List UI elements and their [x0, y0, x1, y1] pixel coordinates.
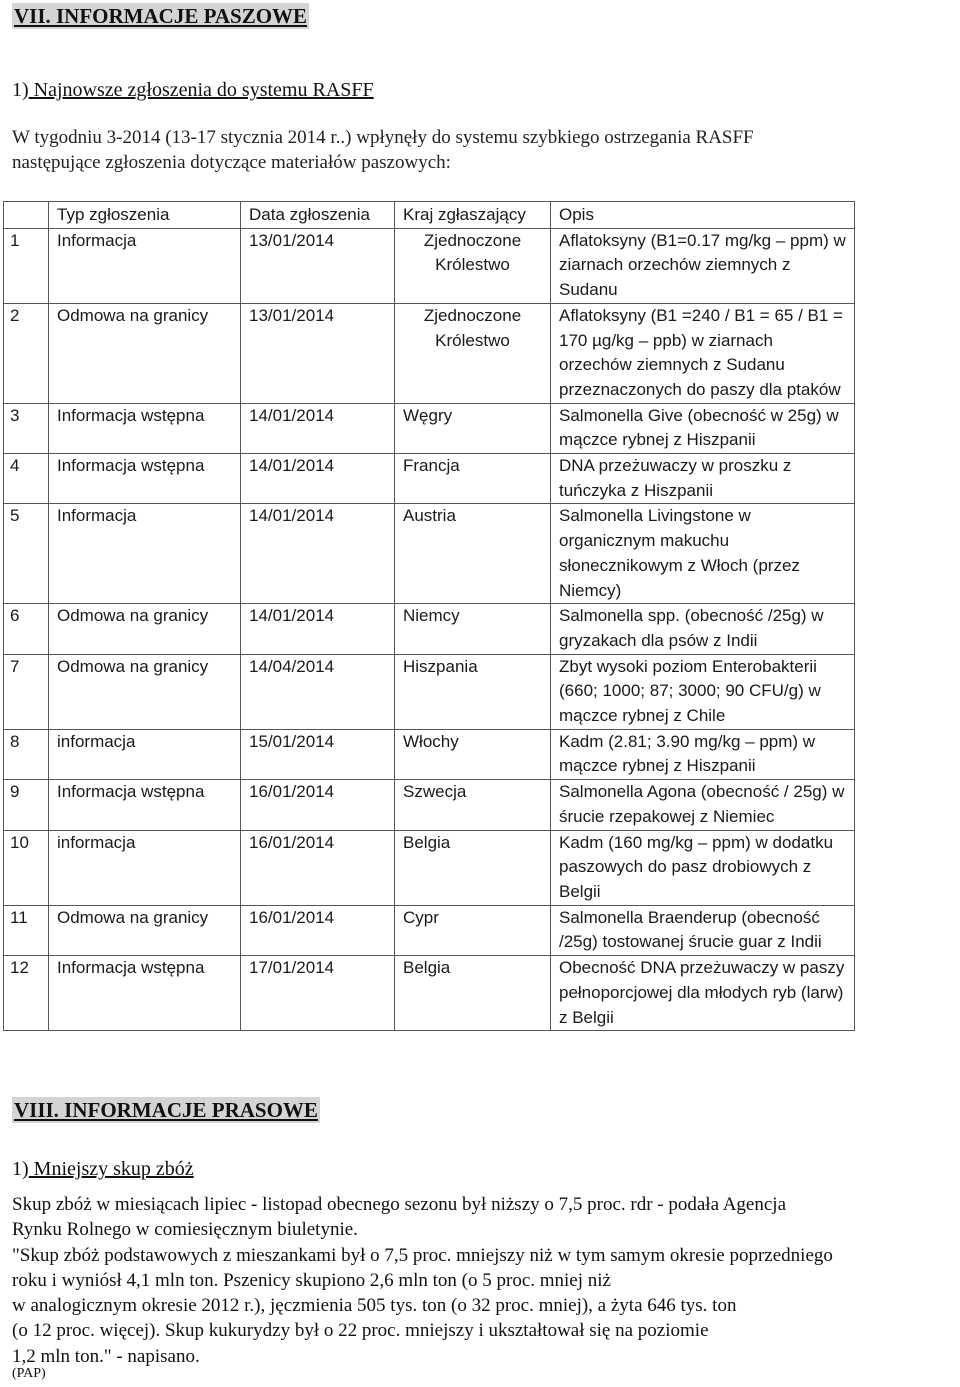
cell-date: 16/01/2014	[241, 780, 395, 830]
cell-country: Belgia	[395, 956, 551, 1031]
intro-line: następujące zgłoszenia dotyczące materiałów paszowych:	[12, 152, 451, 173]
cell-type: Informacja wstępna	[49, 956, 241, 1031]
subheading-skup-zboz: 1) Mniejszy skup zbóż	[12, 1158, 194, 1180]
cell-date: 15/01/2014	[241, 729, 395, 779]
cell-type: Odmowa na granicy	[49, 604, 241, 654]
cell-country: Węgry	[395, 403, 551, 453]
press-line: roku i wyniósł 4,1 mln ton. Pszenicy skupiono 2,6 mln ton (o 5 proc. mniej niż	[12, 1269, 611, 1291]
section-heading-paszowe: VII. INFORMACJE PASZOWE	[14, 4, 308, 28]
source-credit: (PAP)	[12, 1366, 46, 1381]
cell-type: informacja	[49, 729, 241, 779]
table-row	[4, 780, 855, 830]
cell-desc: Salmonella Braenderup (obecność /25g) tostowanej śrucie guar z Indii	[551, 905, 855, 955]
press-line: Skup zbóż w miesiącach lipiec - listopad obecnego sezonu był niższy o 7,5 proc. rdr - podała Agencja	[12, 1194, 787, 1215]
header-type: Typ zgłoszenia	[49, 202, 241, 229]
subheading-rasff: 1) Najnowsze zgłoszenia do systemu RASFF	[12, 79, 374, 101]
cell-num: 6	[4, 604, 49, 654]
cell-date: 14/01/2014	[241, 604, 395, 654]
rasff-table	[3, 201, 855, 1031]
cell-type: Informacja wstępna	[49, 403, 241, 453]
intro-line: W tygodniu 3-2014 (13-17 stycznia 2014 r..) wpłynęły do systemu szybkiego ostrzegania RASFF	[12, 127, 754, 148]
cell-date: 16/01/2014	[241, 905, 395, 955]
cell-date: 16/01/2014	[241, 830, 395, 905]
cell-country: Hiszpania	[395, 654, 551, 729]
cell-type: Odmowa na granicy	[49, 654, 241, 729]
press-paragraph	[12, 1192, 957, 1369]
cell-type: Informacja wstępna	[49, 780, 241, 830]
cell-desc: Salmonella Livingstone w organicznym makuchu słonecznikowym z Włoch (przez Niemcy)	[551, 504, 855, 604]
cell-desc: Salmonella Agona (obecność / 25g) w śrucie rzepakowej z Niemiec	[551, 780, 855, 830]
table-row	[4, 905, 855, 955]
table-header-row	[4, 202, 855, 229]
cell-country: Francja	[395, 454, 551, 504]
cell-date: 14/01/2014	[241, 454, 395, 504]
press-line: "Skup zbóż podstawowych z mieszankami był o 7,5 proc. mniejszy niż w tym samym okresie poprzedniego	[12, 1244, 833, 1266]
table-row	[4, 228, 855, 303]
cell-num: 5	[4, 504, 49, 604]
press-line: 1,2 mln ton." - napisano.	[12, 1345, 200, 1367]
table-row	[4, 454, 855, 504]
cell-type: informacja	[49, 830, 241, 905]
cell-country: Cypr	[395, 905, 551, 955]
header-date: Data zgłoszenia	[241, 202, 395, 229]
cell-desc: Salmonella Give (obecność w 25g) w mączce rybnej z Hiszpanii	[551, 403, 855, 453]
header-desc: Opis	[551, 202, 855, 229]
table-row	[4, 654, 855, 729]
cell-num: 2	[4, 303, 49, 403]
cell-num: 7	[4, 654, 49, 729]
cell-num: 10	[4, 830, 49, 905]
cell-type: Odmowa na granicy	[49, 905, 241, 955]
cell-num: 12	[4, 956, 49, 1031]
header-country: Kraj zgłaszający	[395, 202, 551, 229]
cell-num: 1	[4, 228, 49, 303]
press-line: (o 12 proc. więcej). Skup kukurydzy był o 22 proc. mniejszy i ukształtował się na poziomie	[12, 1320, 709, 1342]
cell-desc: Zbyt wysoki poziom Enterobakterii (660; 1000; 87; 3000; 90 CFU/g) w mączce rybnej z Chile	[551, 654, 855, 729]
table-row	[4, 830, 855, 905]
cell-desc: Salmonella spp. (obecność /25g) w gryzakach dla psów z Indii	[551, 604, 855, 654]
cell-num: 11	[4, 905, 49, 955]
cell-desc: DNA przeżuwaczy w proszku z tuńczyka z Hiszpanii	[551, 454, 855, 504]
cell-num: 8	[4, 729, 49, 779]
press-line: w analogicznym okresie 2012 r.), jęczmienia 505 tys. ton (o 32 proc. mniej), a żyta 646 tys. ton	[12, 1295, 737, 1317]
cell-desc: Aflatoksyny (B1=0.17 mg/kg – ppm) w ziarnach orzechów ziemnych z Sudanu	[551, 228, 855, 303]
cell-desc: Kadm (2.81; 3.90 mg/kg – ppm) w mączce rybnej z Hiszpanii	[551, 729, 855, 779]
cell-country: Włochy	[395, 729, 551, 779]
cell-desc: Obecność DNA przeżuwaczy w paszy pełnoporcjowej dla młodych ryb (larw) z Belgii	[551, 956, 855, 1031]
cell-country: Niemcy	[395, 604, 551, 654]
table-row	[4, 403, 855, 453]
cell-date: 14/04/2014	[241, 654, 395, 729]
cell-num: 9	[4, 780, 49, 830]
section-heading-prasowe: VIII. INFORMACJE PRASOWE	[14, 1098, 318, 1122]
cell-type: Informacja	[49, 228, 241, 303]
cell-num: 3	[4, 403, 49, 453]
cell-country: Zjednoczone Królestwo	[395, 228, 551, 303]
header-num	[4, 202, 49, 229]
cell-type: Informacja wstępna	[49, 454, 241, 504]
press-line: Rynku Rolnego w comiesięcznym biuletynie.	[12, 1219, 358, 1241]
table-row	[4, 504, 855, 604]
cell-date: 13/01/2014	[241, 303, 395, 403]
cell-date: 14/01/2014	[241, 403, 395, 453]
intro-paragraph	[12, 125, 754, 175]
cell-type: Odmowa na granicy	[49, 303, 241, 403]
cell-desc: Kadm (160 mg/kg – ppm) w dodatku paszowych do pasz drobiowych z Belgii	[551, 830, 855, 905]
cell-date: 14/01/2014	[241, 504, 395, 604]
cell-country: Austria	[395, 504, 551, 604]
cell-country: Belgia	[395, 830, 551, 905]
cell-date: 17/01/2014	[241, 956, 395, 1031]
cell-country: Zjednoczone Królestwo	[395, 303, 551, 403]
cell-country: Szwecja	[395, 780, 551, 830]
table-row	[4, 303, 855, 403]
table-row	[4, 729, 855, 779]
table-row	[4, 956, 855, 1031]
cell-date: 13/01/2014	[241, 228, 395, 303]
cell-num: 4	[4, 454, 49, 504]
cell-desc: Aflatoksyny (B1 =240 / B1 = 65 / B1 = 170 µg/kg – ppb) w ziarnach orzechów ziemnych z Sudanu przeznaczonych do paszy dla ptaków	[551, 303, 855, 403]
table-row	[4, 604, 855, 654]
cell-type: Informacja	[49, 504, 241, 604]
